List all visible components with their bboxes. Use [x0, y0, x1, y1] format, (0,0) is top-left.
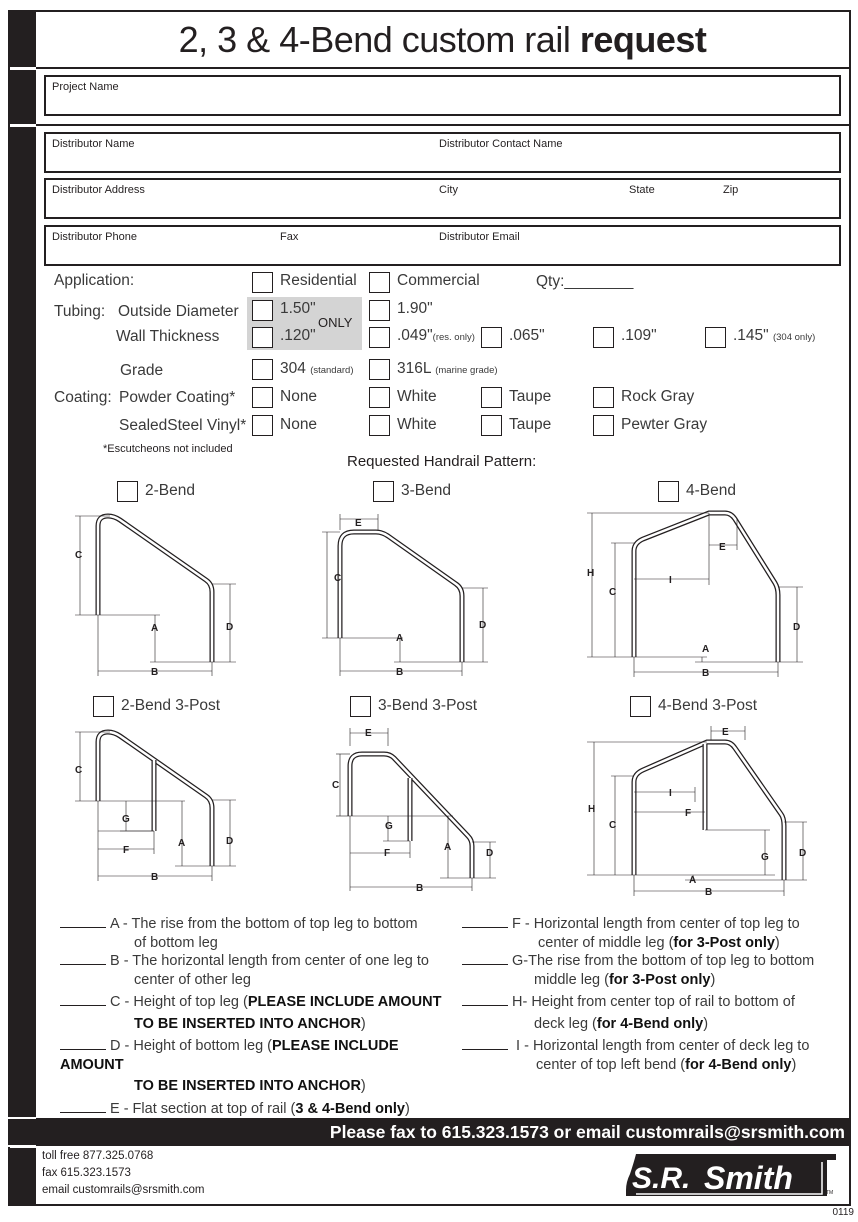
left-bar-footer	[8, 1148, 36, 1206]
pattern-3-bend-checkbox[interactable]	[373, 481, 394, 502]
legend-g: G-The rise from the bottom of top leg to bottom	[462, 952, 842, 971]
project-name-label: Project Name	[52, 81, 119, 93]
white-accent	[8, 1145, 36, 1147]
vinyl-label: SealedSteel Vinyl*	[119, 417, 247, 434]
wall-145-note: (304 only)	[772, 332, 816, 343]
toll-free-number: toll free 877.325.0768	[42, 1150, 154, 1162]
svg-text:D: D	[226, 836, 234, 847]
pattern-3-bend-3-post-checkbox[interactable]	[350, 696, 371, 717]
vinyl-pewter-gray-checkbox[interactable]	[593, 415, 614, 436]
pattern-2-bend-label: 2-Bend	[145, 482, 195, 499]
pattern-title: Requested Handrail Pattern:	[347, 453, 537, 470]
svg-text:I: I	[669, 788, 672, 799]
dimension-c-input[interactable]	[60, 1005, 106, 1006]
vinyl-white-label: White	[397, 416, 437, 433]
distributor-name-label: Distributor Name	[52, 138, 135, 150]
form-code: 0119	[832, 1207, 854, 1218]
diagram-3-bend-3-post	[328, 726, 508, 894]
legend-c-cont: TO BE INSERTED INTO ANCHOR)	[134, 1015, 366, 1032]
diagram-4-bend	[585, 505, 815, 680]
legend-right	[462, 915, 842, 1074]
svg-text:D: D	[793, 622, 801, 633]
sr-smith-logo	[622, 1152, 840, 1198]
city-label: City	[439, 184, 458, 196]
powder-white-checkbox[interactable]	[369, 387, 390, 408]
legend-d: D - Height of bottom leg (PLEASE INCLUDE AMOUNT	[60, 1038, 399, 1073]
address-input[interactable]	[46, 180, 431, 217]
svg-text:C: C	[609, 587, 617, 598]
legend-f-cont: center of middle leg (for 3-Post only)	[538, 934, 780, 951]
dimension-f-input[interactable]	[462, 927, 508, 928]
wall-049-label: .049"	[397, 327, 433, 344]
dimension-d-input[interactable]	[60, 1049, 106, 1050]
grade-label: Grade	[120, 362, 164, 379]
diagram-3-bend	[328, 510, 508, 678]
od-150-checkbox[interactable]	[252, 300, 273, 321]
phone-label: Distributor Phone	[52, 231, 137, 243]
city-input[interactable]	[436, 180, 621, 217]
zip-input[interactable]	[720, 180, 839, 217]
grade-316l-checkbox[interactable]	[369, 359, 390, 380]
legend-a-cont: of bottom leg	[134, 934, 218, 951]
state-label: State	[629, 184, 655, 196]
legend-c: C - Height of top leg (PLEASE INCLUDE AMOUNT	[60, 993, 450, 1012]
banner-text: Please fax to 615.323.1573 or email customrails@srsmith.com	[329, 1122, 845, 1142]
distributor-name-input[interactable]	[46, 134, 431, 171]
pattern-3-bend-3-post-label: 3-Bend 3-Post	[378, 697, 478, 714]
grade-316l-label: 316L	[397, 360, 431, 377]
vinyl-none-checkbox[interactable]	[252, 415, 273, 436]
distributor-contact-input[interactable]	[436, 134, 839, 171]
left-bar-project	[8, 70, 36, 124]
svg-text:C: C	[75, 765, 83, 776]
wall-049-note: (res. only)	[432, 332, 475, 343]
distributor-contact-label: Distributor Contact Name	[439, 138, 563, 150]
vinyl-none-label: None	[280, 416, 318, 433]
pattern-3-bend-label: 3-Bend	[401, 482, 451, 499]
svg-text:H: H	[587, 568, 595, 579]
svg-text:E: E	[355, 518, 362, 529]
svg-text:D: D	[479, 620, 487, 631]
grade-316l-note: (marine grade)	[435, 365, 498, 376]
coating-label: Coating:	[54, 389, 112, 406]
application-label: Application:	[54, 272, 135, 289]
legend-d-cont: TO BE INSERTED INTO ANCHOR)	[134, 1078, 366, 1094]
svg-text:C: C	[609, 820, 617, 831]
svg-text:A: A	[702, 644, 710, 655]
dimension-g-input[interactable]	[462, 964, 508, 965]
wall-120-checkbox[interactable]	[252, 327, 273, 348]
svg-text:A: A	[396, 633, 404, 644]
diagram-2-bend-3-post	[70, 726, 250, 891]
wall-065-checkbox[interactable]	[481, 327, 502, 348]
od-190-checkbox[interactable]	[369, 300, 390, 321]
commercial-checkbox[interactable]	[369, 272, 390, 293]
powder-rock-gray-label: Rock Gray	[621, 388, 695, 405]
svg-text:G: G	[385, 821, 393, 832]
legend-i-cont: center of top left bend (for 4-Bend only)	[536, 1056, 797, 1073]
svg-text:H: H	[588, 804, 596, 815]
legend-left	[60, 915, 450, 1118]
project-name-field[interactable]	[44, 75, 841, 116]
svg-text:B: B	[151, 872, 159, 883]
powder-none-label: None	[280, 388, 318, 405]
svg-text:F: F	[685, 808, 692, 819]
divider	[36, 67, 849, 69]
wall-109-label: .109"	[621, 327, 657, 344]
svg-text:TM: TM	[826, 1190, 834, 1196]
email-label: Distributor Email	[439, 231, 520, 243]
dimension-b-input[interactable]	[60, 964, 106, 965]
pattern-4-bend-3-post-checkbox[interactable]	[630, 696, 651, 717]
qty-field[interactable]: Qty:________	[536, 273, 634, 290]
page-title	[36, 12, 849, 68]
legend-b: B - The horizontal length from center of one leg to	[60, 952, 450, 971]
contact-email[interactable]: email customrails@srsmith.com	[42, 1184, 205, 1196]
svg-text:E: E	[719, 542, 726, 553]
svg-text:C: C	[332, 780, 340, 791]
distributor-phone-row	[44, 225, 841, 266]
fax-number: fax 615.323.1573	[42, 1167, 131, 1179]
svg-text:A: A	[689, 875, 697, 886]
vinyl-white-checkbox[interactable]	[369, 415, 390, 436]
wall-120-label: .120"	[280, 327, 316, 344]
svg-text:G: G	[761, 852, 769, 863]
wall-109-checkbox[interactable]	[593, 327, 614, 348]
pattern-4-bend-checkbox[interactable]	[658, 481, 679, 502]
legend-h-cont: deck leg (for 4-Bend only)	[534, 1015, 709, 1032]
left-bar-title	[8, 10, 36, 67]
phone-input[interactable]	[46, 227, 274, 264]
email-input[interactable]	[436, 227, 839, 264]
grade-304-label: 304	[280, 360, 306, 377]
pattern-4-bend-label: 4-Bend	[686, 482, 736, 499]
vinyl-pewter-gray-label: Pewter Gray	[621, 416, 708, 433]
diagram-4-bend-3-post	[585, 722, 815, 897]
powder-rock-gray-checkbox[interactable]	[593, 387, 614, 408]
powder-taupe-checkbox[interactable]	[481, 387, 502, 408]
distributor-address-row	[44, 178, 841, 219]
legend-b-cont: center of other leg	[134, 971, 251, 988]
tubing-label: Tubing:	[54, 303, 106, 320]
diagram-2-bend	[70, 510, 250, 678]
svg-text:S.R.: S.R.	[632, 1162, 691, 1195]
zip-label: Zip	[723, 184, 739, 196]
fax-label: Fax	[280, 231, 299, 243]
residential-checkbox[interactable]	[252, 272, 273, 293]
pattern-2-bend-checkbox[interactable]	[117, 481, 138, 502]
dimension-a-input[interactable]	[60, 927, 106, 928]
grade-304-checkbox[interactable]	[252, 359, 273, 380]
escutcheon-note: *Escutcheons not included	[103, 443, 233, 455]
legend-a: A - The rise from the bottom of top leg to bottom	[60, 915, 450, 934]
svg-text:B: B	[151, 667, 159, 678]
svg-text:B: B	[416, 883, 424, 894]
pattern-2-bend-3-post-checkbox[interactable]	[93, 696, 114, 717]
svg-text:E: E	[365, 728, 372, 739]
fax-email-banner	[8, 1118, 851, 1146]
svg-text:B: B	[705, 887, 713, 898]
od-190-label: 1.90"	[397, 300, 433, 317]
legend-i: I - Horizontal length from center of deck leg to	[462, 1037, 842, 1056]
svg-text:F: F	[123, 845, 130, 856]
legend-e: E - Flat section at top of rail (3 & 4-Bend only)	[60, 1100, 450, 1119]
svg-text:D: D	[486, 848, 494, 859]
legend-f: F - Horizontal length from center of top leg to	[462, 915, 842, 934]
fax-input[interactable]	[277, 227, 432, 264]
legend-g-cont: middle leg (for 3-Post only)	[534, 971, 716, 988]
white-accent	[8, 1117, 36, 1119]
svg-text:A: A	[444, 842, 452, 853]
legend-h: H- Height from center top of rail to bottom of	[462, 993, 842, 1012]
dimension-i-input[interactable]	[462, 1049, 508, 1050]
powder-white-label: White	[397, 388, 437, 405]
distributor-name-row	[44, 132, 841, 173]
vinyl-taupe-label: Taupe	[509, 416, 552, 433]
svg-text:C: C	[75, 550, 83, 561]
pattern-2-bend-3-post-label: 2-Bend 3-Post	[121, 697, 221, 714]
outside-diameter-label: Outside Diameter	[118, 303, 239, 320]
title-bold: request	[579, 19, 707, 60]
dimension-h-input[interactable]	[462, 1005, 508, 1006]
svg-text:D: D	[799, 848, 807, 859]
svg-text:Smith: Smith	[704, 1160, 793, 1196]
powder-none-checkbox[interactable]	[252, 387, 273, 408]
divider	[36, 124, 849, 126]
svg-text:A: A	[151, 623, 159, 634]
svg-text:A: A	[178, 838, 186, 849]
svg-text:B: B	[396, 667, 404, 678]
wall-thickness-label: Wall Thickness	[116, 328, 220, 345]
svg-text:D: D	[226, 622, 234, 633]
wall-145-checkbox[interactable]	[705, 327, 726, 348]
only-label: ONLY	[318, 315, 353, 330]
left-bar-main	[8, 127, 36, 1117]
svg-text:I: I	[669, 575, 672, 586]
svg-text:G: G	[122, 814, 130, 825]
grade-304-note: (standard)	[310, 365, 354, 376]
svg-text:F: F	[384, 848, 391, 859]
svg-text:C: C	[334, 573, 342, 584]
title-light: 2, 3 & 4-Bend custom rail	[178, 19, 580, 60]
state-input[interactable]	[626, 180, 716, 217]
dimension-e-input[interactable]	[60, 1112, 106, 1113]
powder-coating-label: Powder Coating*	[119, 389, 236, 406]
pattern-4-bend-3-post-label: 4-Bend 3-Post	[658, 697, 758, 714]
wall-049-checkbox[interactable]	[369, 327, 390, 348]
vinyl-taupe-checkbox[interactable]	[481, 415, 502, 436]
wall-145-label: .145"	[733, 327, 769, 344]
residential-label: Residential	[280, 272, 357, 289]
od-150-label: 1.50"	[280, 300, 316, 317]
wall-065-label: .065"	[509, 327, 545, 344]
distributor-address-label: Distributor Address	[52, 184, 145, 196]
svg-text:B: B	[702, 668, 710, 679]
svg-text:E: E	[722, 727, 729, 738]
commercial-label: Commercial	[397, 272, 480, 289]
powder-taupe-label: Taupe	[509, 388, 552, 405]
